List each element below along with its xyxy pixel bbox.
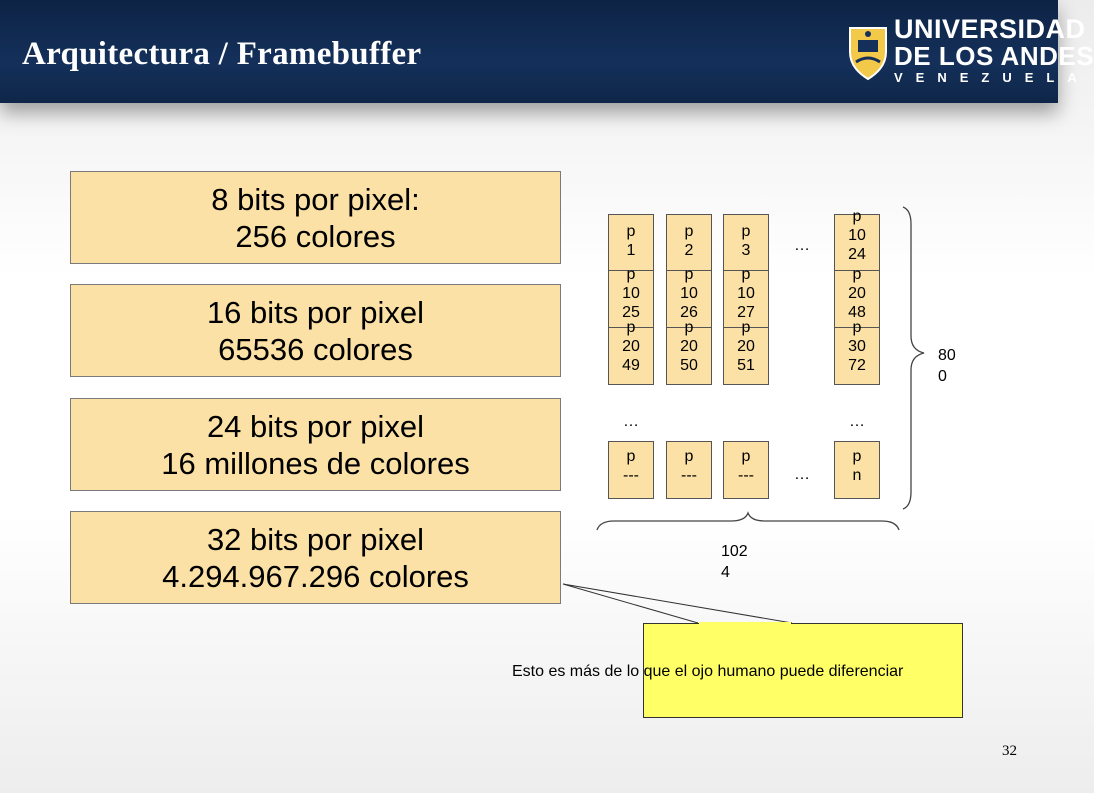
callout-text: Esto es más de lo que el ojo humano puede diferenciar xyxy=(512,663,904,680)
pixel-label: p 20 50 xyxy=(680,319,698,374)
info-box-8bit-line2: 256 colores xyxy=(235,218,396,254)
page-number: 32 xyxy=(1002,743,1017,759)
logo-line-3: VENEZUELA xyxy=(894,70,1090,85)
info-box-32bit-line1: 32 bits por pixel xyxy=(206,521,425,557)
pixel-label: p 10 25 xyxy=(622,266,640,321)
pixel-label: p 20 48 xyxy=(848,266,866,321)
logo-line-1: UNIVERSIDAD xyxy=(894,14,1086,44)
slide-title: Arquitectura / Framebuffer xyxy=(22,36,422,72)
pixel-label: p 3 xyxy=(741,223,751,259)
ellipsis: … xyxy=(623,413,639,430)
pixel-label: p 2 xyxy=(684,223,694,259)
pixel-label: p 20 49 xyxy=(622,319,640,374)
pixel-label: p 30 72 xyxy=(848,319,866,374)
height-brace xyxy=(903,207,924,509)
pixel-label: p 10 26 xyxy=(680,266,698,321)
logo-line-2: DE LOS ANDES xyxy=(894,41,1094,71)
pixel-label: p 10 27 xyxy=(737,266,755,321)
pixel-label: p 20 51 xyxy=(737,319,755,374)
info-box-24bit-line1: 24 bits por pixel xyxy=(206,408,425,444)
pixel-label: p --- xyxy=(681,448,697,484)
pixel-label: p 1 xyxy=(626,223,636,259)
info-box-8bit-line1: 8 bits por pixel: xyxy=(211,181,420,217)
info-box-32bit-line2: 4.294.967.296 colores xyxy=(162,558,469,594)
ellipsis: … xyxy=(794,466,810,483)
pixel-label: p --- xyxy=(738,448,754,484)
width-label: 102 4 xyxy=(721,543,748,581)
callout-pointer xyxy=(563,584,792,623)
info-box-16bit-line2: 65536 colores xyxy=(218,331,413,367)
pixel-label: p n xyxy=(852,448,862,484)
pixel-label: p --- xyxy=(623,448,639,484)
ellipsis: … xyxy=(849,413,865,430)
info-box-24bit-line2: 16 millones de colores xyxy=(161,445,470,481)
pixel-label: p 10 24 xyxy=(848,208,866,263)
height-label: 80 0 xyxy=(938,347,956,385)
info-box-16bit-line1: 16 bits por pixel xyxy=(206,294,425,330)
ellipsis: … xyxy=(794,237,810,254)
width-brace xyxy=(597,513,899,530)
